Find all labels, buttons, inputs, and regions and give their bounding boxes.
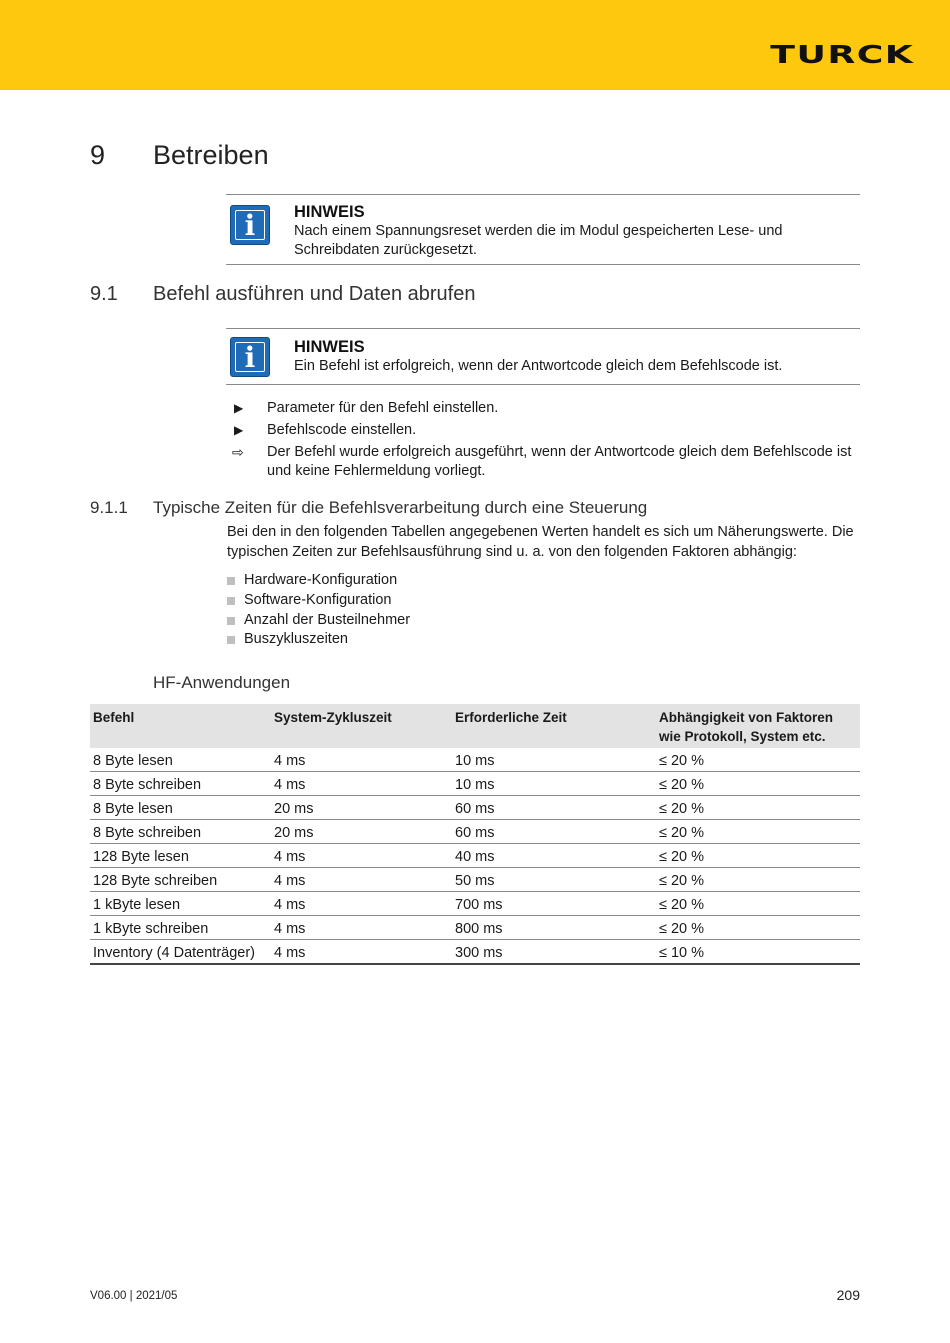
table-cell: 20 ms	[271, 796, 452, 820]
table-row	[90, 916, 860, 940]
footer-version: V06.00 | 2021/05	[90, 1290, 178, 1302]
subsection-title: Typische Zeiten für die Befehlsverarbeitung durch eine Steuerung	[153, 498, 648, 517]
table-cell: 10 ms	[452, 772, 656, 796]
table-cell: ≤ 20 %	[656, 844, 860, 868]
table-cell: 4 ms	[271, 868, 452, 892]
turck-logo: TURCK	[769, 40, 914, 69]
bullet-square-icon	[227, 577, 235, 585]
table-cell: 1 kByte lesen	[90, 892, 271, 916]
timing-table	[90, 704, 860, 965]
table-cell: 4 ms	[271, 892, 452, 916]
table-cell: 700 ms	[452, 892, 656, 916]
table-cell: 60 ms	[452, 820, 656, 844]
step-text: Befehlscode einstellen.	[267, 422, 417, 438]
column-header: Abhängigkeit von Faktoren wie Protokoll, System etc.	[656, 704, 860, 748]
section-title: Befehl ausführen und Daten abrufen	[153, 283, 476, 305]
table-cell: 50 ms	[452, 868, 656, 892]
table-cell: ≤ 20 %	[656, 796, 860, 820]
table-cell: 8 Byte schreiben	[90, 820, 271, 844]
table-cell: 8 Byte lesen	[90, 748, 271, 772]
column-header: Befehl	[90, 704, 271, 748]
table-row	[90, 748, 860, 772]
table-cell: 8 Byte lesen	[90, 796, 271, 820]
table-caption: HF-Anwendungen	[153, 673, 291, 692]
result-arrow-icon: ⇨	[232, 444, 244, 460]
list-item-text: Software-Konfiguration	[244, 591, 392, 608]
list-item-text: Anzahl der Busteilnehmer	[244, 611, 411, 628]
table-cell: 4 ms	[271, 772, 452, 796]
notice-text: Ein Befehl ist erfolgreich, wenn der Antwortcode gleich dem Befehlscode ist.	[294, 358, 783, 374]
list-item-text: Buszykluszeiten	[244, 631, 348, 648]
subsection-number: 9.1.1	[90, 498, 128, 517]
notice-title: HINWEIS	[294, 338, 365, 356]
table-cell: 10 ms	[452, 748, 656, 772]
table-cell: 40 ms	[452, 844, 656, 868]
list-item	[227, 591, 410, 611]
table-cell: 800 ms	[452, 916, 656, 940]
table-cell: 4 ms	[271, 916, 452, 940]
step-item	[230, 399, 860, 418]
play-arrow-icon: ▶	[234, 423, 244, 437]
chapter-title: Betreiben	[153, 140, 269, 170]
result-item	[230, 443, 860, 481]
table-row	[90, 772, 860, 796]
table-cell: ≤ 10 %	[656, 940, 860, 965]
table-cell: 4 ms	[271, 748, 452, 772]
step-list	[230, 399, 860, 484]
table-cell: ≤ 20 %	[656, 772, 860, 796]
step-text: Parameter für den Befehl einstellen.	[267, 400, 499, 416]
table-cell: ≤ 20 %	[656, 748, 860, 772]
column-header: Erforderliche Zeit	[452, 704, 656, 748]
list-item	[227, 611, 410, 631]
header-bar	[0, 0, 950, 90]
step-item	[230, 421, 860, 440]
column-header: System-Zykluszeit	[271, 704, 452, 748]
table-cell: 4 ms	[271, 844, 452, 868]
table-cell: 300 ms	[452, 940, 656, 965]
result-text: Der Befehl wurde erfolgreich ausgeführt, wenn der Antwortcode gleich dem Befehlscode ist und keine Fehlermeldung vorliegt.	[267, 444, 852, 479]
table-cell: 128 Byte schreiben	[90, 868, 271, 892]
table-cell: 60 ms	[452, 796, 656, 820]
table-cell: 1 kByte schreiben	[90, 916, 271, 940]
table-row	[90, 796, 860, 820]
table-header-row	[90, 704, 860, 748]
bullet-square-icon	[227, 636, 235, 644]
notice-box	[226, 194, 860, 265]
table-cell: ≤ 20 %	[656, 820, 860, 844]
table-cell: 8 Byte schreiben	[90, 772, 271, 796]
table-row	[90, 844, 860, 868]
chapter-number: 9	[90, 140, 106, 170]
table-cell: 4 ms	[271, 940, 452, 965]
list-item	[227, 571, 410, 591]
table-row	[90, 868, 860, 892]
list-item-text: Hardware-Konfiguration	[244, 572, 398, 588]
info-icon: i	[230, 337, 270, 377]
list-item	[227, 630, 410, 650]
page-number: 209	[836, 1287, 860, 1303]
table-cell: ≤ 20 %	[656, 892, 860, 916]
notice-title: HINWEIS	[294, 203, 365, 221]
table-cell: 20 ms	[271, 820, 452, 844]
table-row	[90, 892, 860, 916]
info-icon: i	[230, 205, 270, 245]
notice-box	[226, 328, 860, 385]
table-row	[90, 940, 860, 965]
section-number: 9.1	[90, 283, 118, 305]
play-arrow-icon: ▶	[234, 401, 244, 415]
table-cell: 128 Byte lesen	[90, 844, 271, 868]
intro-paragraph: Bei den in den folgenden Tabellen angegebenen Werten handelt es sich um Näherungswerte. Die typischen Zeiten zur Befehlsausführung sind u. a. von den folgenden Faktoren abhängig:	[227, 524, 854, 560]
bullet-square-icon	[227, 597, 235, 605]
table-cell: ≤ 20 %	[656, 868, 860, 892]
factor-list	[227, 571, 410, 650]
notice-text: Nach einem Spannungsreset werden die im Modul gespeicherten Lese- und Schreibdaten zurückgesetzt.	[294, 223, 783, 258]
table-cell: ≤ 20 %	[656, 916, 860, 940]
table-row	[90, 820, 860, 844]
bullet-square-icon	[227, 617, 235, 625]
table-cell: Inventory (4 Datenträger)	[90, 940, 271, 965]
